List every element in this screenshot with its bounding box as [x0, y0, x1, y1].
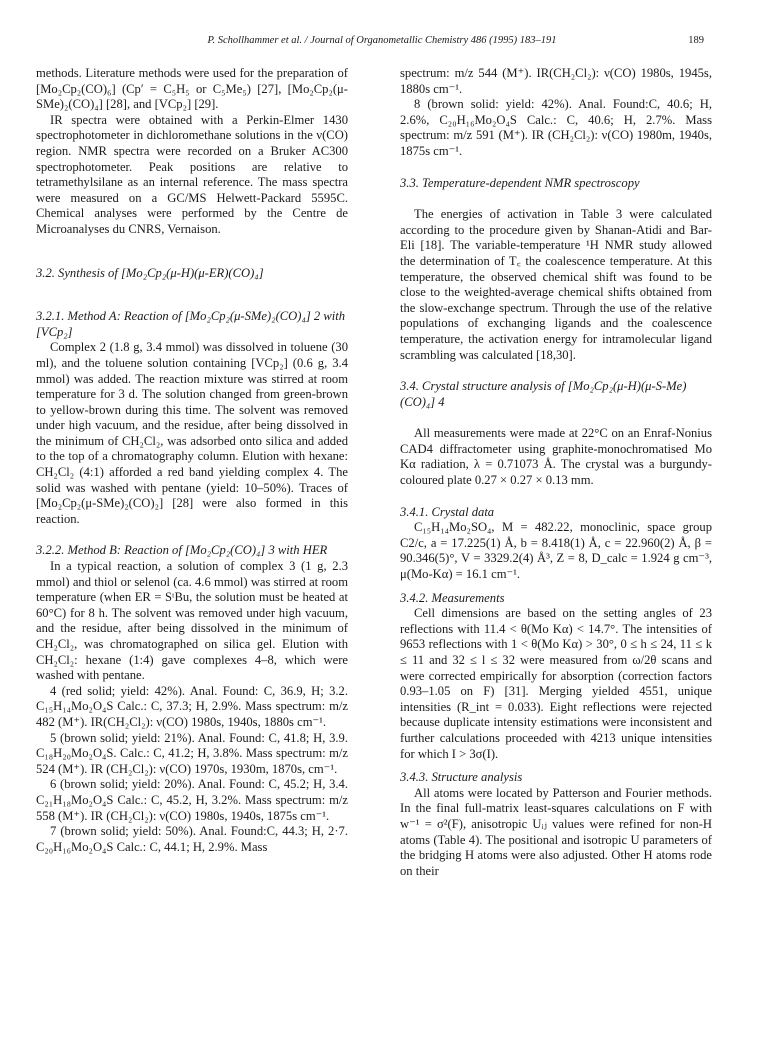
paragraph-crystal-structure: All measurements were made at 22°C on an Enraf-Nonius CAD4 diffractometer using graphite-monochromatised Mo Kα radiation, λ = 0.71073 Å. The crystal was a burgundy-coloured plate 0.27 × 0.27 × 0.13 mm.: [400, 426, 712, 488]
paragraph-ir: IR spectra were obtained with a Perkin-Elmer 1430 spectrophotometer in dichloromethane solutions in the ν(CO) region. NMR spectra were recorded on a Bruker AC300 spectrophotometer. Peak positions are relative to tetramethylsilane as an internal reference. The mass spectra were measured on a GC/MS Helwett-Packard 5595C. Chemical analyses were performed by the Centre de Microanalyses du CNRS, Vernaison.: [36, 112, 348, 236]
paragraph-methods: methods. Literature methods were used for the preparation of [Mo₂Cp₂(CO)₆] (Cp′ = C₅H₅ or C₅Me₅) [27], [Mo₂Cp₂(μ-SMe)₂(CO)₄] [28], and [VCp₂] [29].: [36, 66, 348, 112]
paragraph-complex-5: 5 (brown solid; yield: 21%). Anal. Found: C, 41.8; H, 3.9. C₁₈H₂₀Mo₂O₄S. Calc.: C, 41.2; H, 3.8%. Mass spectrum: m/z 524 (M⁺). IR (CH₂Cl₂): ν(CO) 1970s, 1930m, 1870s, cm⁻¹.: [36, 730, 348, 776]
paragraph-structure-analysis: All atoms were located by Patterson and Fourier methods. In the final full-matrix least-squares calculations on F with w⁻¹ = σ²(F), anisotropic Uᵢⱼ values were refined for non-H atoms (Table 4). The positional and isotropic U parameters of the bridging H atoms were also adjusted. Other H atoms rode on their: [400, 785, 712, 878]
right-column: [400, 66, 712, 879]
heading-3-4-2: 3.4.2. Measurements: [400, 590, 505, 605]
heading-3-2: 3.2. Synthesis of [Mo₂Cp₂(μ-H)(μ-ER)(CO)₄]: [36, 265, 264, 280]
left-column: [36, 66, 348, 855]
heading-3-4-3: 3.4.3. Structure analysis: [400, 770, 523, 785]
paragraph-complex-7: 7 (brown solid; yield: 50%). Anal. Found:C, 44.3; H, 2·7. C₂₀H₁₆Mo₂O₄S Calc.: C, 44.1; H, 2.9%. Mass: [36, 824, 348, 854]
paragraph-crystal-data: C₁₅H₁₄Mo₂SO₄, M = 482.22, monoclinic, space group C2/c, a = 17.225(1) Å, b = 8.418(1) Å, c = 22.960(2) Å, β = 90.346(5)°, V = 3329.2(4) Å³, Z = 8, D_calc = 1.924 g cm⁻³, μ(Mo-Kα) = 16.1 cm⁻¹.: [400, 520, 712, 582]
running-header: [60, 35, 704, 49]
heading-3-4-1: 3.4.1. Crystal data: [400, 504, 495, 519]
paragraph-method-a: Complex 2 (1.8 g, 3.4 mmol) was dissolved in toluene (30 ml), and the toluene solution containing [VCp₂] (0.6 g, 3.4 mmol) was added. The reaction mixture was stirred at room temperature for 3 d. The solution changed from green-brown to yellow-brown during this time. The solvent was removed under high vacuum, and the residue, after being dissolved in the minimum of CH₂Cl₂, was adsorbed onto silica and added to the top of a chromatography column. Elution with hexane: CH₂Cl₂ (4:1) afforded a red band yielding complex 4. The solid was washed with pentane (yield: 10–50%). Traces of [Mo₂Cp₂(μ-SMe)₂(CO)₂] [28] were also formed in this reaction.: [36, 340, 348, 526]
page-number: 189: [688, 35, 704, 46]
paragraph-complex-6: 6 (brown solid; yield: 20%). Anal. Found: C, 45.2; H, 3.4. C₂₁H₁₈Mo₂O₄S Calc.: C, 45.2, H, 3.2%. Mass spectrum: m/z 558 (M⁺). IR (CH₂Cl₂): ν(CO) 1980s, 1940s, 1875s cm⁻¹.: [36, 777, 348, 823]
heading-3-2-1: 3.2.1. Method A: Reaction of [Mo₂Cp₂(μ-SMe)₂(CO)₄] 2 with [VCp₂]: [36, 309, 346, 339]
running-title: P. Schollhammer et al. / Journal of Organometallic Chemistry 486 (1995) 183–191: [207, 35, 557, 46]
paragraph-nmr: The energies of activation in Table 3 were calculated according to the procedure given by Shanan-Atidi and Bar-Eli [18]. The variable-temperature ¹H NMR study allowed the determination of T꜀ the coalescence temperature. At this temperature, the observed chemical shift was found to be close to the weighted-average chemical shifts obtained from the slow-exchange spectrum. Through the use of the relative populations of exchanging ligands and the coalescence temperature, the activation energy for intramolecular ligand scrambling was calculated [18,30].: [400, 207, 712, 362]
paragraph-complex-4: 4 (red solid; yield: 42%). Anal. Found: C, 36.9, H; 3.2. C₁₅H₁₄Mo₂O₄S Calc.: C, 37.3; H, 2.9%. Mass spectrum: m/z 482 (M⁺). IR(CH₂Cl₂): ν(CO) 1980s, 1940s, 1880s cm⁻¹.: [36, 683, 348, 729]
heading-3-3: 3.3. Temperature-dependent NMR spectroscopy: [400, 175, 640, 190]
paragraph-method-b: In a typical reaction, a solution of complex 3 (1 g, 2.3 mmol) and thiol or selenol (ca. 4.6 mmol) was stirred at room temperature (when ER = SᵗBu, the solution must be heated at 60°C) for 8 h. The solvent was removed under high vacuum, and the residue, after being dissolved in the minimum of CH₂Cl₂, was chromatographed on silica gel. Elution with CH₂Cl₂: hexane (1:4) gave complexes 4–8, which were washed with pentane.: [36, 559, 348, 683]
paragraph-complex-8: 8 (brown solid: yield: 42%). Anal. Found:C, 40.6; H, 2.6%, C₂₀H₁₆Mo₂O₄S Calc.: C, 40.6; H, 2.7%. Mass spectrum: m/z 591 (M⁺). IR (CH₂Cl₂): ν(CO) 1980m, 1940s, 1875s cm⁻¹.: [400, 97, 712, 158]
heading-3-4: 3.4. Crystal structure analysis of [Mo₂Cp₂(μ-H)(μ-S-Me)(CO)₄] 4: [400, 379, 687, 409]
heading-3-2-2: 3.2.2. Method B: Reaction of [Mo₂Cp₂(CO)₄] 3 with HER: [36, 543, 328, 558]
paragraph-measurements: Cell dimensions are based on the setting angles of 23 reflections with 11.4 < θ(Mo Kα) < 14.7°. The intensities of 9653 reflections with 1 < θ(Mo Kα) > 30°, 0 ≤ h ≤ 24, 11 ≤ k ≤ 11 and 32 ≤ l ≤ 32 were measured from ω/2θ scans and were corrected empirically for absorption (correction factors 0.93–1.05 on F) [31]. Merging yielded 4551, unique intensities (R_int = 0.033). Eight reflections were rejected because duplicate intensity estimations were inconsistent and further calculations proceeded with 4213 unique intensities for which I > 3σ(I).: [400, 606, 712, 761]
paragraph-complex-7-continued: spectrum: m/z 544 (M⁺). IR(CH₂Cl₂): ν(CO) 1980s, 1945s, 1880s cm⁻¹.: [400, 66, 712, 96]
